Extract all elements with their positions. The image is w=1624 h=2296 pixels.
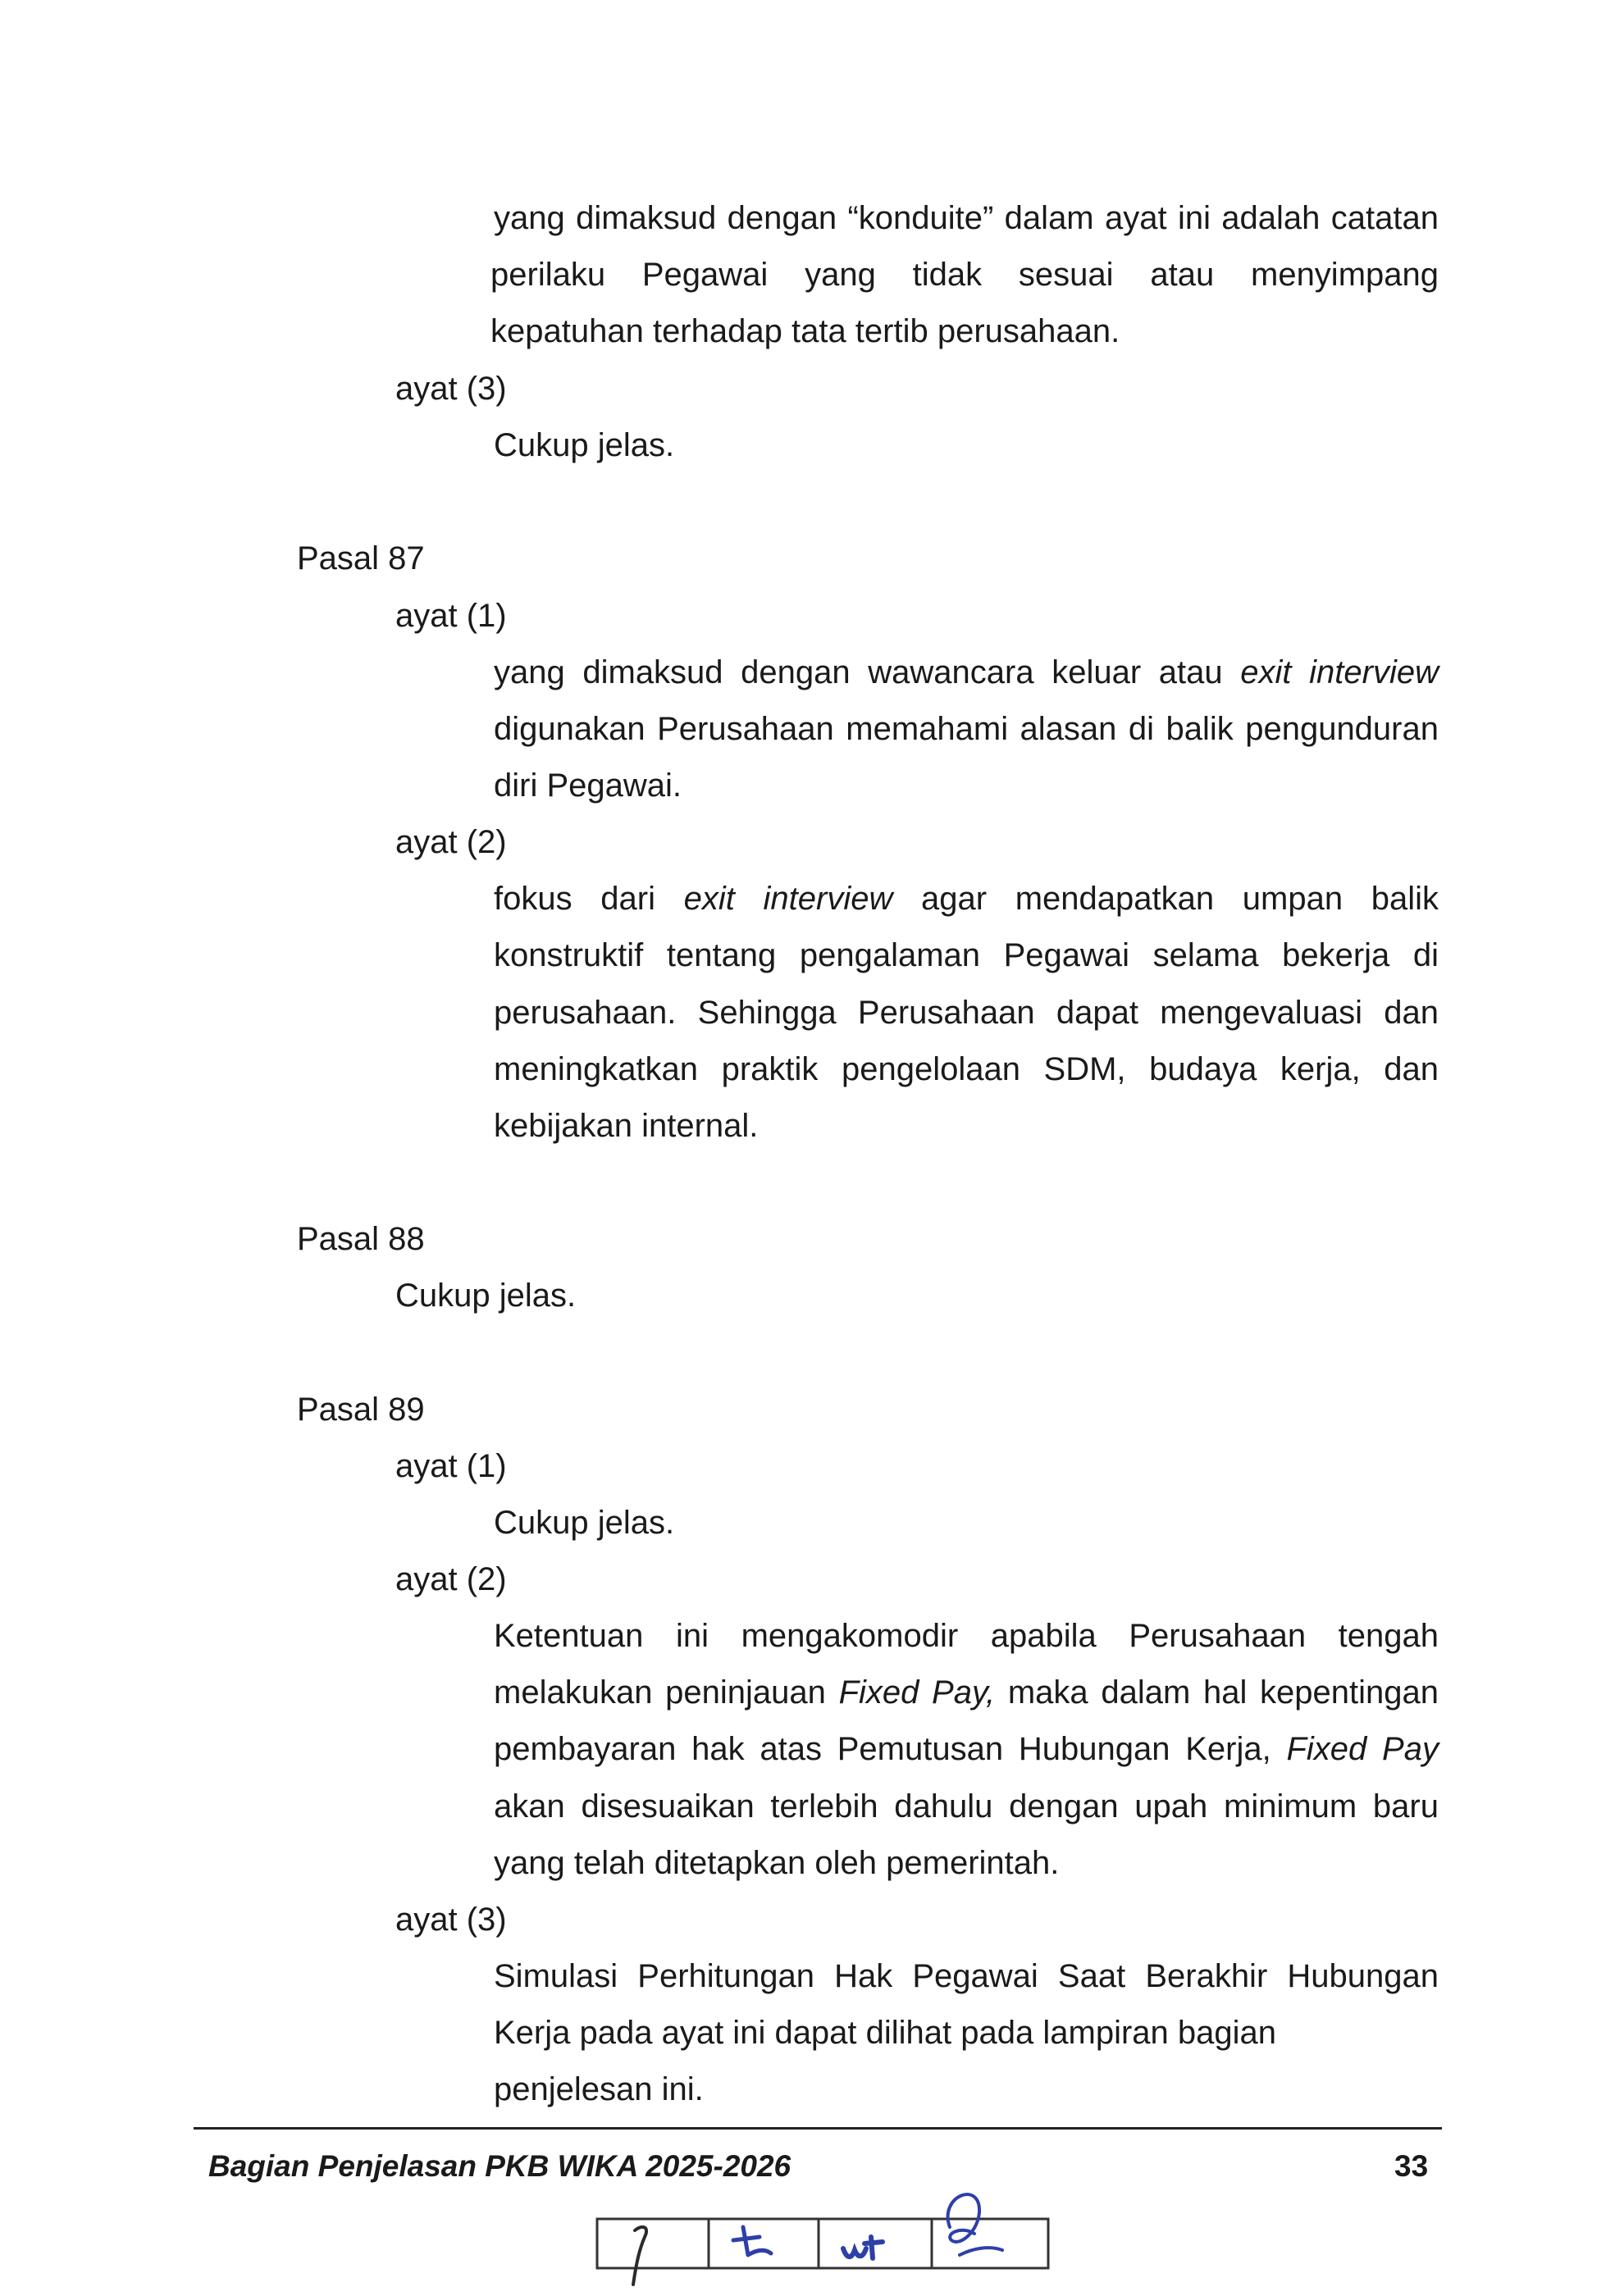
paragraph-line: digunakan Perusahaan memahami alasan di balik pengunduran: [494, 711, 1439, 747]
paragraph-line: Cukup jelas.: [494, 1505, 675, 1541]
paragraph-line: perusahaan. Sehingga Perusahaan dapat mengevaluasi dan: [494, 995, 1439, 1031]
text-span: melakukan peninjauan: [494, 1674, 826, 1711]
initial-signature-4: [948, 2194, 1002, 2255]
footer-title: Bagian Penjelasan PKB WIKA 2025-2026: [208, 2149, 791, 2183]
ayat-heading: ayat (1): [395, 1448, 507, 1484]
text-span: agar mendapatkan umpan balik: [921, 881, 1439, 917]
pasal-heading: Pasal 87: [297, 540, 425, 576]
ayat-heading: ayat (1): [395, 598, 507, 634]
paragraph-line: penjelesan ini.: [494, 2071, 704, 2107]
paragraph-line: Ketentuan ini mengakomodir apabila Perusahaan tengah: [494, 1618, 1439, 1654]
paragraph-line: [494, 652, 1439, 693]
paragraph-line: [494, 1729, 1439, 1770]
initials-box-frame: [597, 2219, 1048, 2268]
footer-divider: [194, 2127, 1442, 2130]
paragraph-line: kebijakan internal.: [494, 1108, 759, 1144]
text-span: yang dimaksud dengan wawancara keluar atau: [494, 654, 1223, 690]
pasal-heading: Pasal 89: [297, 1392, 425, 1428]
initials-box: [595, 2180, 1051, 2288]
paragraph-line: konstruktif tentang pengalaman Pegawai selama bekerja di: [494, 937, 1439, 973]
paragraph-line: yang dimaksud dengan “konduite” dalam ayat ini adalah catatan: [494, 200, 1439, 236]
ayat-heading: ayat (2): [395, 824, 507, 860]
italic-term: exit interview: [1240, 654, 1439, 690]
text-span: pembayaran hak atas Pemutusan Hubungan Kerja,: [494, 1731, 1271, 1767]
paragraph-line: [494, 878, 1439, 919]
paragraph-line: Cukup jelas.: [494, 427, 675, 463]
italic-term: exit interview: [683, 881, 893, 917]
ayat-heading: ayat (3): [395, 371, 507, 407]
paragraph-line: kepatuhan terhadap tata tertib perusahaan.: [490, 313, 1120, 349]
italic-term: Fixed Pay,: [838, 1674, 996, 1711]
paragraph-line: meningkatkan praktik pengelolaan SDM, budaya kerja, dan: [494, 1051, 1439, 1087]
initial-signature-3: [843, 2237, 883, 2258]
paragraph-line: Simulasi Perhitungan Hak Pegawai Saat Berakhir Hubungan: [494, 1958, 1439, 1994]
paragraph-line: perilaku Pegawai yang tidak sesuai atau menyimpang: [490, 257, 1439, 293]
paragraph-line: akan disesuaikan terlebih dahulu dengan upah minimum baru: [494, 1788, 1439, 1824]
paragraph-line: yang telah ditetapkan oleh pemerintah.: [494, 1845, 1060, 1881]
initial-signature-1: [633, 2227, 646, 2285]
text-span: maka dalam hal kepentingan: [1007, 1674, 1439, 1711]
initial-signature-2: [733, 2227, 771, 2255]
text-span: fokus dari: [494, 881, 655, 917]
ayat-heading: ayat (3): [395, 1902, 507, 1938]
paragraph-line: Kerja pada ayat ini dapat dilihat pada lampiran bagian: [494, 2015, 1277, 2051]
italic-term: Fixed Pay: [1286, 1731, 1439, 1767]
paragraph-line: [494, 1672, 1439, 1713]
ayat-heading: ayat (2): [395, 1561, 507, 1597]
page-number: 33: [1394, 2149, 1429, 2183]
pasal-heading: Pasal 88: [297, 1221, 425, 1257]
paragraph-line: diri Pegawai.: [494, 768, 682, 804]
paragraph-line: Cukup jelas.: [395, 1278, 577, 1314]
